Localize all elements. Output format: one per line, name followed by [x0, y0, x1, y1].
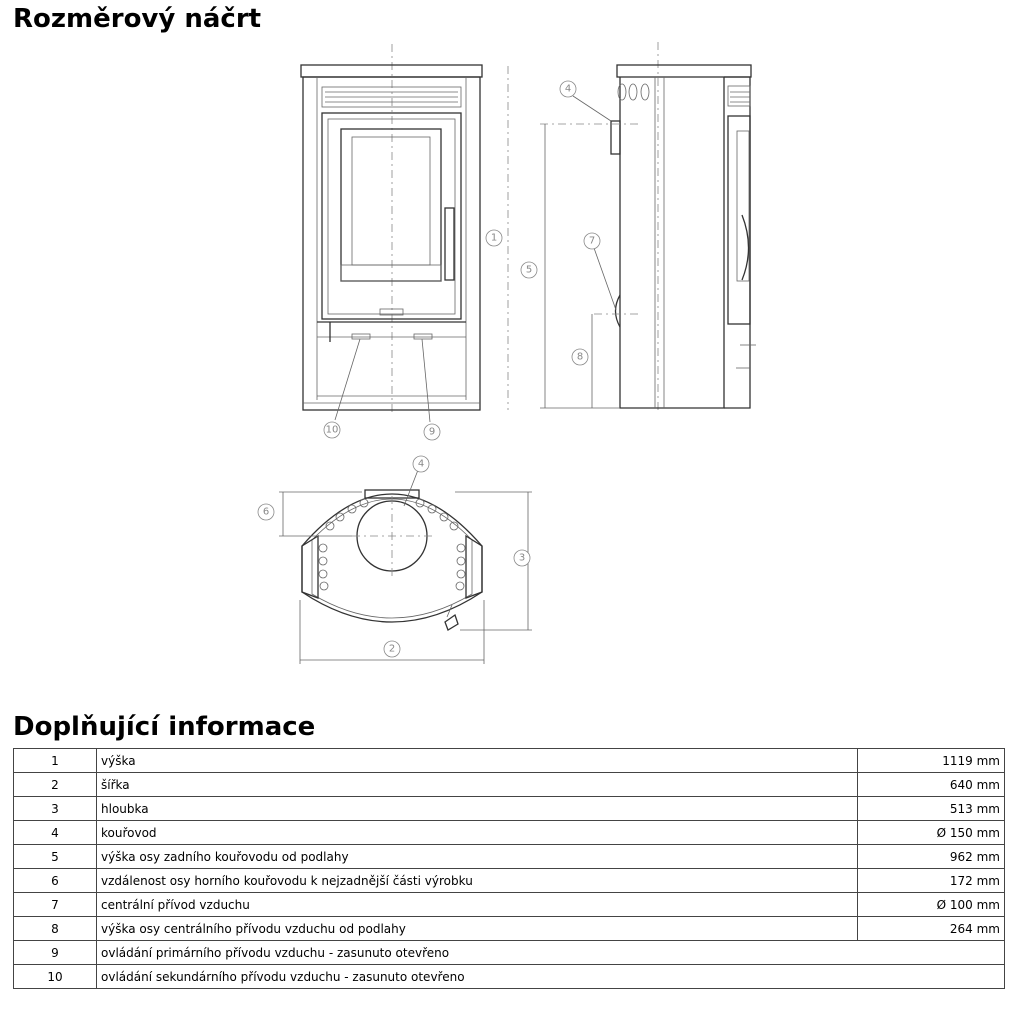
callout-5 [521, 262, 537, 278]
svg-text:3: 3 [518, 552, 526, 564]
callout-1 [486, 230, 502, 246]
callout-2 [384, 641, 400, 657]
svg-text:6: 6 [262, 506, 270, 518]
row-number: 2 [14, 773, 97, 797]
row-description: výška osy centrálního přívodu vzduchu od podlahy [97, 917, 858, 941]
callout-4-side [560, 81, 576, 97]
row-description: ovládání sekundárního přívodu vzduchu - zasunuto otevřeno [97, 965, 1005, 989]
table-row [14, 869, 1005, 893]
table-row [14, 749, 1005, 773]
row-value: 640 mm [858, 773, 1005, 797]
table-row [14, 893, 1005, 917]
row-description: centrální přívod vzduchu [97, 893, 858, 917]
svg-text:9: 9 [428, 426, 436, 438]
svg-text:2: 2 [388, 643, 396, 655]
front-view [301, 44, 508, 422]
callout-4-top [413, 456, 429, 472]
table-row [14, 797, 1005, 821]
table-row [14, 941, 1005, 965]
top-view [279, 470, 532, 664]
row-number: 10 [14, 965, 97, 989]
svg-text:7: 7 [588, 235, 596, 247]
callout-3 [514, 550, 530, 566]
row-number: 8 [14, 917, 97, 941]
row-number: 4 [14, 821, 97, 845]
svg-text:1: 1 [490, 232, 498, 244]
row-description: vzdálenost osy horního kouřovodu k nejzadnější části výrobku [97, 869, 858, 893]
row-description: výška [97, 749, 858, 773]
row-number: 6 [14, 869, 97, 893]
section-title-additional-info: Doplňující informace [13, 712, 316, 742]
dimensions-table [13, 748, 1005, 989]
svg-text:8: 8 [576, 351, 584, 363]
row-value: Ø 150 mm [858, 821, 1005, 845]
table-row [14, 821, 1005, 845]
row-number: 5 [14, 845, 97, 869]
callout-9 [424, 424, 440, 440]
table-row [14, 773, 1005, 797]
svg-text:4: 4 [564, 83, 572, 95]
row-description: výška osy zadního kouřovodu od podlahy [97, 845, 858, 869]
svg-text:4: 4 [417, 458, 425, 470]
row-value: 1119 mm [858, 749, 1005, 773]
callout-7 [584, 233, 600, 249]
callout-8 [572, 349, 588, 365]
section-title-dimension-sketch: Rozměrový náčrt [13, 4, 262, 34]
row-value: 264 mm [858, 917, 1005, 941]
table-row [14, 965, 1005, 989]
table-row [14, 917, 1005, 941]
row-number: 3 [14, 797, 97, 821]
row-number: 7 [14, 893, 97, 917]
callout-6 [258, 504, 274, 520]
svg-text:10: 10 [325, 424, 339, 436]
callout-10 [324, 422, 340, 438]
row-number: 9 [14, 941, 97, 965]
row-description: ovládání primárního přívodu vzduchu - zasunuto otevřeno [97, 941, 1005, 965]
row-value: 962 mm [858, 845, 1005, 869]
row-value: 513 mm [858, 797, 1005, 821]
table-row [14, 845, 1005, 869]
row-description: kouřovod [97, 821, 858, 845]
row-value: 172 mm [858, 869, 1005, 893]
row-description: hloubka [97, 797, 858, 821]
svg-text:5: 5 [525, 264, 533, 276]
row-description: šířka [97, 773, 858, 797]
row-number: 1 [14, 749, 97, 773]
row-value: Ø 100 mm [858, 893, 1005, 917]
